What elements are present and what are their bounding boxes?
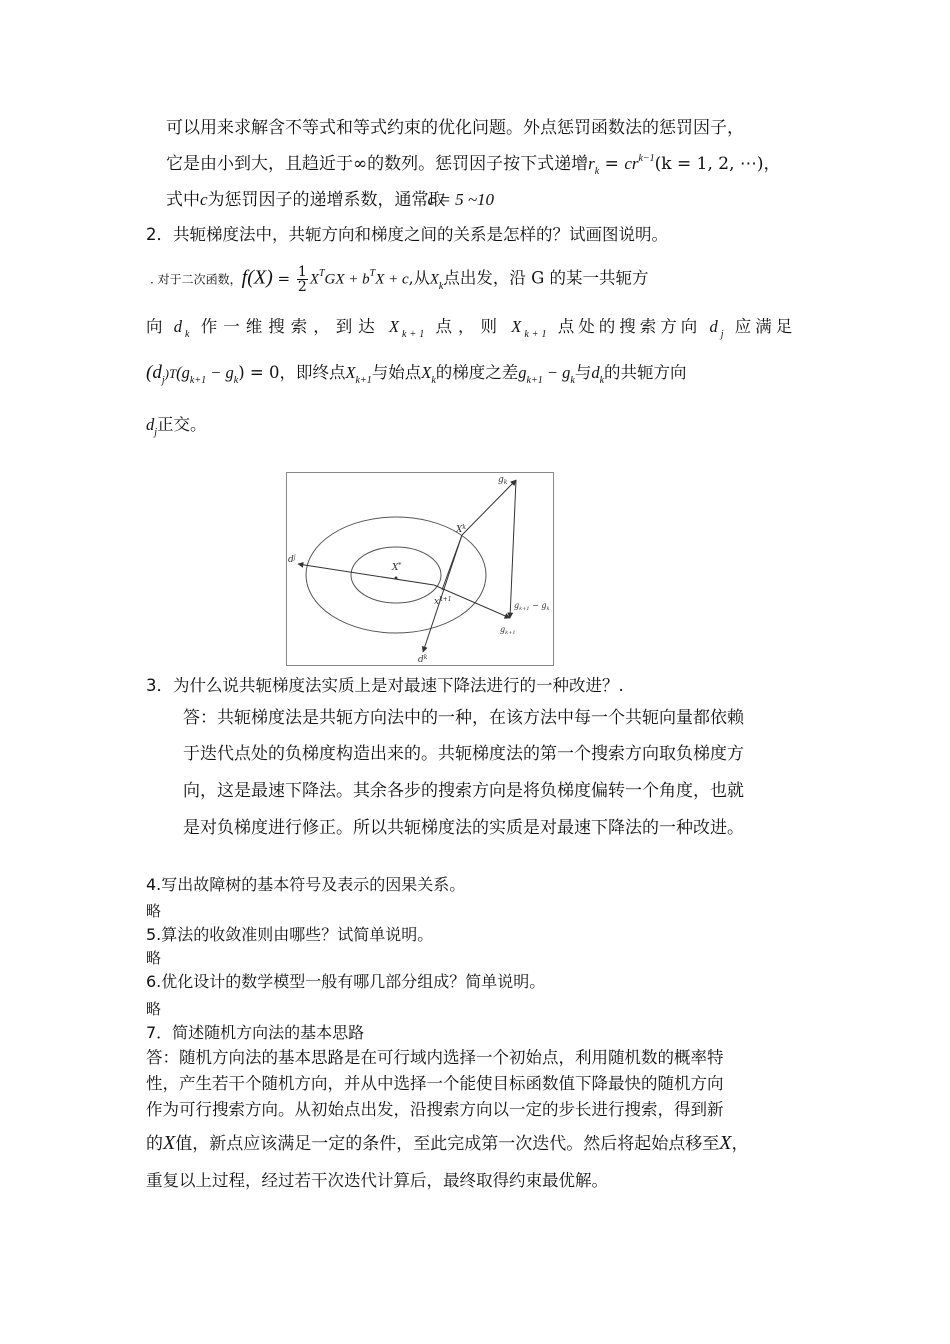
q3-ans2-text: 于迭代点处的负梯度构造出来的。共轭梯度法的第一个搜索方向取负梯度方 [183,744,744,764]
math-eq2: = [272,269,295,288]
label-dk: $d^k$ [418,654,428,665]
q3-title [146,675,624,697]
q2-l3-t2: 与始点 [371,363,422,382]
math-X2: X [421,363,432,382]
math-X-new: X [163,1132,176,1154]
q7-ans4-c: ， [731,1134,749,1154]
math-cval: c = 5 ~10 [427,190,495,209]
math-paren: (k = 1, 2, ⋯) [654,154,764,174]
math-eq: = [599,154,625,174]
label-gk1: $g_{k+1}$ [500,625,516,636]
math-k1: k [438,280,444,292]
para1-line3-a: 式中 [166,190,200,210]
math-Xk1-sub: k+1 [402,329,428,340]
label-gk: $g_k$ [498,475,508,486]
q5-answer [146,947,161,969]
q4-title-text: 4.写出故障树的基本符号及表示的因果关系。 [146,875,466,894]
gk1-minus-gk-vector [510,480,516,618]
q6-title-text: 6.优化设计的数学模型一般有哪几部分组成？简单说明。 [146,972,546,991]
math-Xk: X [429,271,439,288]
q2-line2 [146,316,796,341]
q6-answer [146,998,161,1020]
q2-l2-f: 应满足 [734,317,797,336]
q2-l2-b: 作一维搜索，到达 [200,317,381,336]
q7-ans1-text: 答：随机方向法的基本思路是在可行域内选择一个初始点，利用随机数的概率特 [146,1048,724,1067]
conjugate-gradient-figure [286,472,554,666]
para1-line2-text: 它是由小到大，且趋近于∞的数列。惩罚因子按下式递增 [166,154,589,174]
q3-title-text: 3．为什么说共轭梯度法实质上是对最速下降法进行的一种改进？. [146,676,624,695]
q7-ans2-text: 性，产生若干个随机方向，并从中选择一个能使目标函数值下降最快的随机方向 [146,1074,724,1093]
q2-l3-t5: 的共轭方向 [604,363,687,382]
math-X-move: X [719,1132,732,1154]
math-f: f [241,266,248,289]
q3-ans1-text: 答：共轭梯度法是共轭方向法中的一种，在该方法中每一个共轭向量都依赖 [183,708,744,728]
gk-vector [462,480,516,535]
math-gk1-sub: k+1 [189,375,207,386]
q2-l2-e: 点处的搜索方向 [557,317,702,336]
math-X1-sub: k+1 [355,375,372,386]
math-X2-sub: k [431,375,436,386]
q2-l4-text: 正交。 [157,415,207,434]
math-c: c [200,190,208,209]
para1-line1 [166,117,744,139]
q7-ans4-a: 的 [146,1134,163,1154]
math-diff-k: k [570,375,575,386]
q7-title-text: 7．简述随机方向法的基本思路 [146,1023,365,1042]
q7-ans5 [146,1170,608,1192]
math-Xc: X + c [375,271,409,288]
q7-ans3 [146,1099,724,1121]
math-gk-sub: k [233,375,239,386]
q2-l3-t4: 与 [574,363,592,382]
para1-line3 [166,189,494,211]
q7-ans4-b: 值，新点应该满足一定的条件，至此完成第一次迭代。然后将起始点移至 [175,1134,720,1154]
math-dk: d [173,317,185,336]
q2-line4 [146,414,207,439]
math-k: k [594,166,600,177]
q7-title [146,1022,364,1044]
math-diff-m: − g [542,363,571,382]
math-Xk1b-sub: k+1 [524,329,550,340]
math-diff-k1: k+1 [526,375,543,386]
math-Xk1: X [388,317,403,336]
math-eq0: ) = 0 [238,363,280,382]
para1-line3-b: 为惩罚因子的递增系数，通常取 [207,190,446,210]
math-dk2-sub: k [599,375,605,386]
math-dk-sub: k [185,329,193,340]
q2-cont: ,从 [408,268,430,288]
q2-line3 [146,362,687,387]
math-dj-paren: (d [146,362,162,383]
q2-title-text: 2．共轭梯度法中，共轭方向和梯度之间的关系是怎样的？试画图说明。 [146,225,668,244]
math-X1: X [345,363,356,382]
q2-lead: . 对于二次函数， [150,272,242,287]
math-dj: d [709,317,721,336]
label-gk1-minus-gk: $g_{k+1} - g_k$ [514,601,550,612]
label-Xstar: X* [392,562,402,573]
q2-l2-c: 点，则 [435,317,503,336]
math-r: r [588,154,595,173]
math-Xk1b: X [511,317,525,336]
math-X: (X) [247,266,273,289]
para1-line1-text: 可以用来求解含不等式和等式约束的优化问题。外点惩罚函数法的惩罚因子， [166,118,744,138]
label-dj: $d^j$ [288,554,296,565]
math-dj2: d [146,415,155,434]
inner-contour [351,547,441,603]
q6-title [146,971,545,993]
q5-title [146,924,433,946]
math-T1: T [318,267,325,279]
q3-ans4 [183,817,744,839]
search-path [442,535,462,590]
q3-ans3 [183,780,744,802]
math-diff-g1: g [518,363,527,382]
math-dj2-sub: j [154,427,158,438]
math-XT: X [309,271,319,288]
math-tail: ， [763,154,781,174]
frac-den: 2 [297,279,307,295]
math-cr: cr [624,154,639,173]
q4-title [146,874,465,896]
math-GX: GX + b [324,271,370,288]
q2-l2-a: 向 [146,317,166,336]
math-dj-sub: j [720,329,727,340]
q2-line1 [150,265,649,294]
figure-frame [287,473,554,666]
q6-answer-text: 略 [146,1000,162,1018]
label-xk1: $x^{k+1}$ [434,596,452,607]
q3-ans3-text: 向，这是最速下降法。其余各步的搜索方向是将负梯度偏转一个角度，也就 [183,781,744,801]
para1-line2 [166,153,781,178]
math-T3: )T [164,366,177,381]
q3-ans1 [183,707,744,729]
q5-title-text: 5.算法的收敛准则由哪些？试简单说明。 [146,925,434,944]
q7-ans5-text: 重复以上过程，经过若干次迭代计算后，最终取得约束最优解。 [146,1171,608,1190]
q2-l3-t3: 的梯度之差 [435,363,519,382]
q3-ans2 [183,743,744,765]
dj-direction [298,564,434,585]
math-dk2: d [591,363,600,382]
q7-ans4 [146,1132,748,1155]
q2-title [146,224,668,246]
q7-ans3-text: 作为可行搜索方向。从初始点出发，沿搜索方向以一定的步长进行搜索，得到新 [146,1100,724,1119]
q2-line1-end: 点出发，沿 G 的某一共轭方 [443,268,649,288]
half-fraction [297,265,308,294]
q7-ans1 [146,1047,724,1069]
q5-answer-text: 略 [146,949,162,967]
math-km1: k−1 [638,153,655,164]
math-dj-paren-sub: j [161,375,165,386]
math-g-open: (g [176,363,190,382]
math-minus-g: − g [206,363,234,382]
q7-ans2 [146,1073,724,1095]
q4-answer [146,900,161,922]
frac-num: 1 [297,264,307,280]
label-Xk: $X^k$ [456,524,467,535]
q4-answer-text: 略 [146,902,162,920]
q3-ans4-text: 是对负梯度进行修正。所以共轭梯度法的实质是对最速下降法的一种改进。 [183,818,744,838]
math-T2: T [369,267,376,279]
q2-l3-t1: ，即终点 [279,363,346,382]
